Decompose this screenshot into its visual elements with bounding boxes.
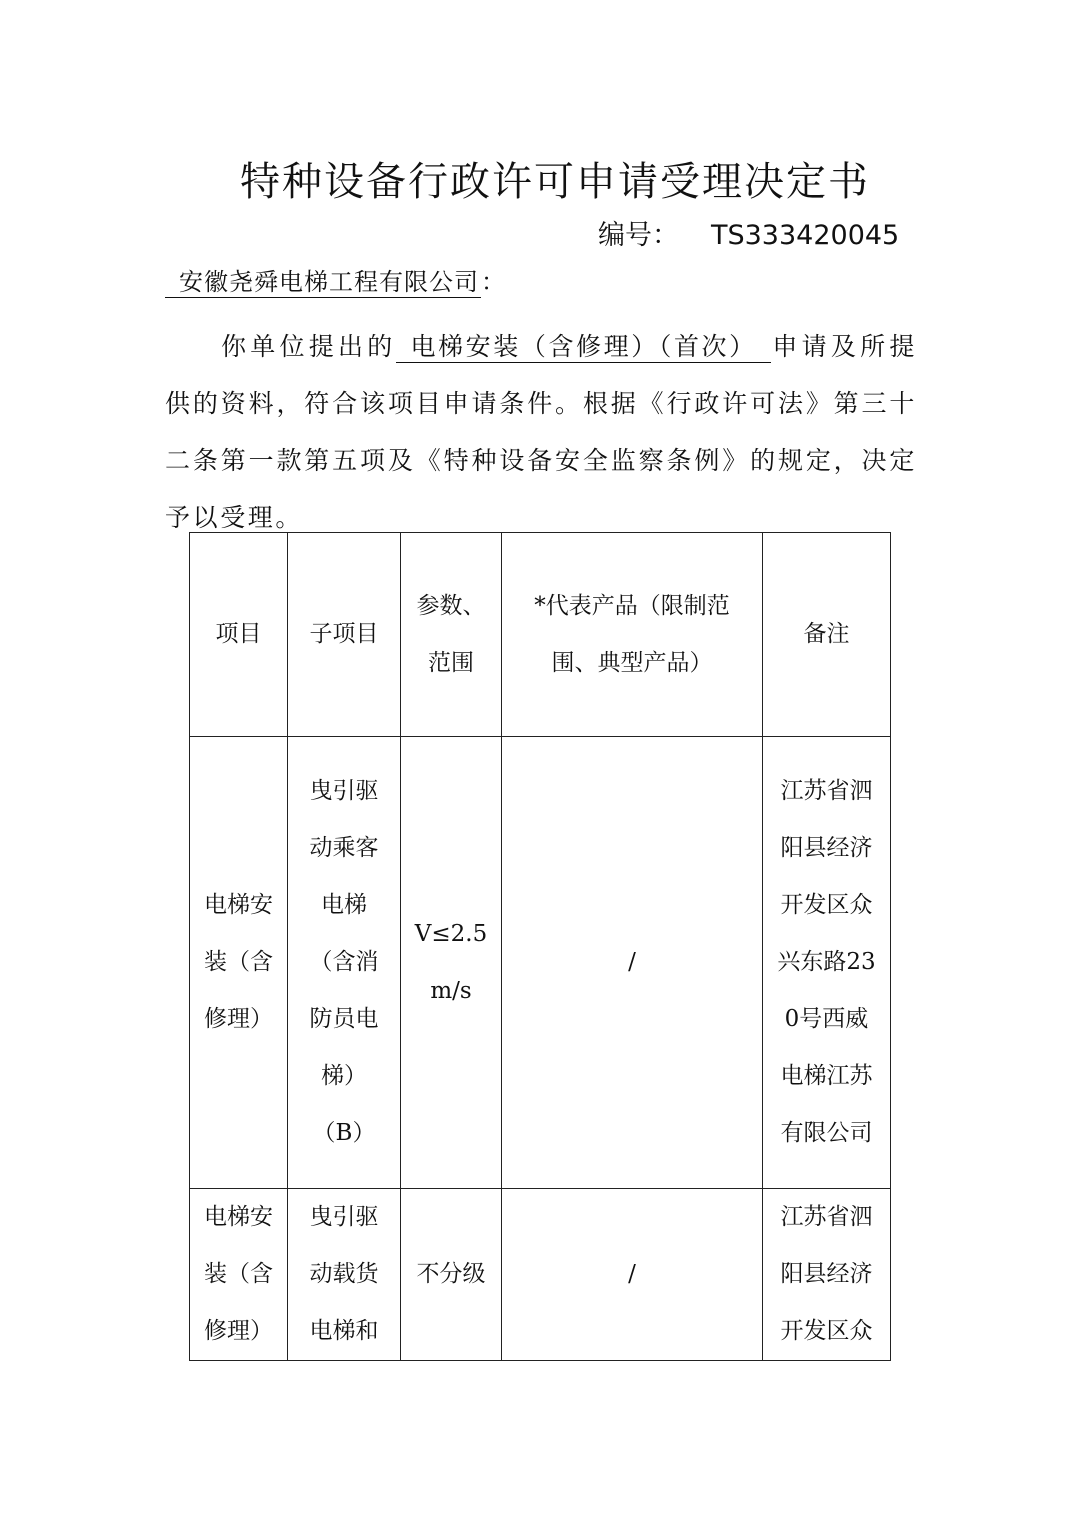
- document-title: 特种设备行政许可申请受理决定书: [240, 159, 870, 205]
- header-product: *代表产品（限制范围、典型产品）: [502, 533, 763, 737]
- cell-item: 电梯安装（含修理）: [190, 1189, 288, 1361]
- body-prefix: 你单位提出的: [221, 332, 397, 361]
- cell-subitem: 曳引驱动乘客电梯（含消防员电梯）（B）: [288, 737, 401, 1189]
- cell-param: V≤2.5m/s: [401, 737, 502, 1189]
- document-number: [598, 213, 899, 252]
- cell-remark: 江苏省泗阳县经济开发区众: [763, 1189, 891, 1361]
- application-item: 电梯安装（含修理）（首次）: [396, 333, 770, 363]
- cell-subitem: 曳引驱动载货电梯和: [288, 1189, 401, 1361]
- header-param: 参数、范围: [401, 533, 502, 737]
- header-item: 项目: [190, 533, 288, 737]
- header-remark: 备注: [763, 533, 891, 737]
- cell-param: 不分级: [401, 1189, 502, 1361]
- license-scope-table: [189, 532, 891, 1361]
- document-number-value: TS333420045: [711, 220, 900, 251]
- table-row: [190, 737, 891, 1189]
- cell-remark: 江苏省泗阳县经济开发区众兴东路230号西威电梯江苏有限公司: [763, 737, 891, 1189]
- table-header-row: [190, 533, 891, 737]
- table-row: [190, 1189, 891, 1361]
- addressee-suffix: ：: [481, 268, 506, 296]
- body-rest: 申请及所提供的资料，符合该项目申请条件。根据《行政许可法》第三十二条第一款第五项及《特种设备安全监察条例》的规定，决定予以受理。: [165, 332, 917, 532]
- cell-item: 电梯安装（含修理）: [190, 737, 288, 1189]
- cell-product: /: [502, 1189, 763, 1361]
- cell-product: /: [502, 737, 763, 1189]
- addressee: [165, 262, 506, 298]
- document-number-label: 编号：: [598, 220, 679, 251]
- header-subitem: 子项目: [288, 533, 401, 737]
- addressee-name: 安徽尧舜电梯工程有限公司: [165, 268, 481, 298]
- decision-body: [165, 318, 917, 546]
